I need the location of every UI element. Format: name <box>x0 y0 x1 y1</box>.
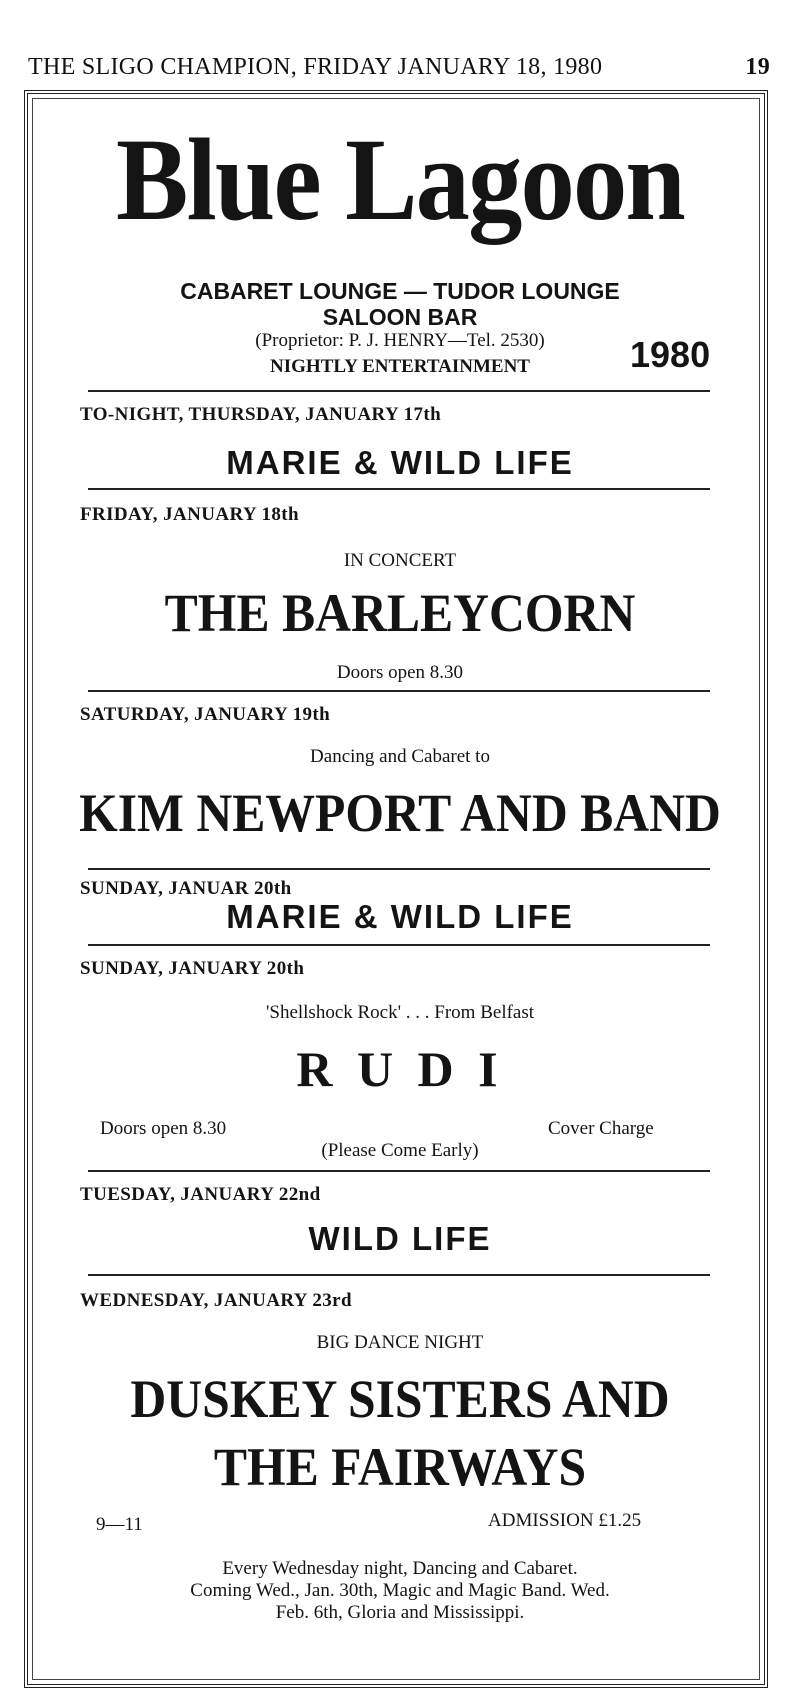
event-date: WEDNESDAY, JANUARY 23rd <box>80 1290 352 1311</box>
event-act: MARIE & WILD LIFE <box>226 898 574 935</box>
proprietor-line: (Proprietor: P. J. HENRY—Tel. 2530) <box>255 330 545 351</box>
divider <box>88 1274 710 1276</box>
divider <box>88 868 710 870</box>
event-pre-text: 'Shellshock Rock' . . . From Belfast <box>265 1002 535 1023</box>
footer-line-3: Feb. 6th, Gloria and Mississippi. <box>275 1602 525 1623</box>
event-pre-text: Dancing and Cabaret to <box>310 746 490 767</box>
event-date: SUNDAY, JANUAR 20th <box>80 878 292 899</box>
page-number: 19 <box>745 54 770 80</box>
event-time: 9—11 <box>96 1514 143 1535</box>
event-date: TUESDAY, JANUARY 22nd <box>80 1184 321 1205</box>
event-date: TO-NIGHT, THURSDAY, JANUARY 17th <box>80 404 442 425</box>
divider <box>88 390 710 392</box>
event-act: R U D I <box>296 1041 504 1097</box>
newspaper-masthead <box>28 54 768 81</box>
divider <box>88 944 710 946</box>
divider <box>88 1170 710 1172</box>
lounges-line: CABARET LOUNGE — TUDOR LOUNGE <box>180 278 620 304</box>
event-pre-text: BIG DANCE NIGHT <box>316 1332 484 1353</box>
doors-note: Doors open 8.30 <box>336 662 464 683</box>
nightly-entertainment: NIGHTLY ENTERTAINMENT <box>270 356 530 377</box>
masthead-text: THE SLIGO CHAMPION, FRIDAY JANUARY 18, 1980 <box>28 54 603 80</box>
footer-line-1: Every Wednesday night, Dancing and Cabaret. <box>222 1558 578 1579</box>
footer-line-2: Coming Wed., Jan. 30th, Magic and Magic Band. Wed. <box>190 1580 610 1601</box>
event-pre-text: IN CONCERT <box>343 550 457 571</box>
divider <box>88 690 710 692</box>
event-act: KIM NEWPORT AND BAND <box>79 783 721 843</box>
event-act-line2: THE FAIRWAYS <box>213 1437 587 1497</box>
cover-charge-note: Cover Charge <box>548 1118 654 1139</box>
ad-title: Blue Lagoon <box>116 114 684 245</box>
come-early-note: (Please Come Early) <box>321 1140 479 1161</box>
event-date: FRIDAY, JANUARY 18th <box>80 504 299 525</box>
divider <box>88 488 710 490</box>
saloon-bar-line: SALOON BAR <box>322 304 478 330</box>
doors-note: Doors open 8.30 <box>100 1118 227 1139</box>
event-act: THE BARLEYCORN <box>164 583 636 643</box>
event-act-line1: DUSKEY SISTERS AND <box>130 1369 670 1429</box>
event-act: MARIE & WILD LIFE <box>226 444 574 481</box>
event-date: SATURDAY, JANUARY 19th <box>80 704 331 725</box>
year-label: 1980 <box>630 334 711 375</box>
event-act: WILD LIFE <box>308 1220 492 1257</box>
event-date: SUNDAY, JANUARY 20th <box>80 958 305 979</box>
admission-price: ADMISSION £1.25 <box>488 1510 642 1531</box>
